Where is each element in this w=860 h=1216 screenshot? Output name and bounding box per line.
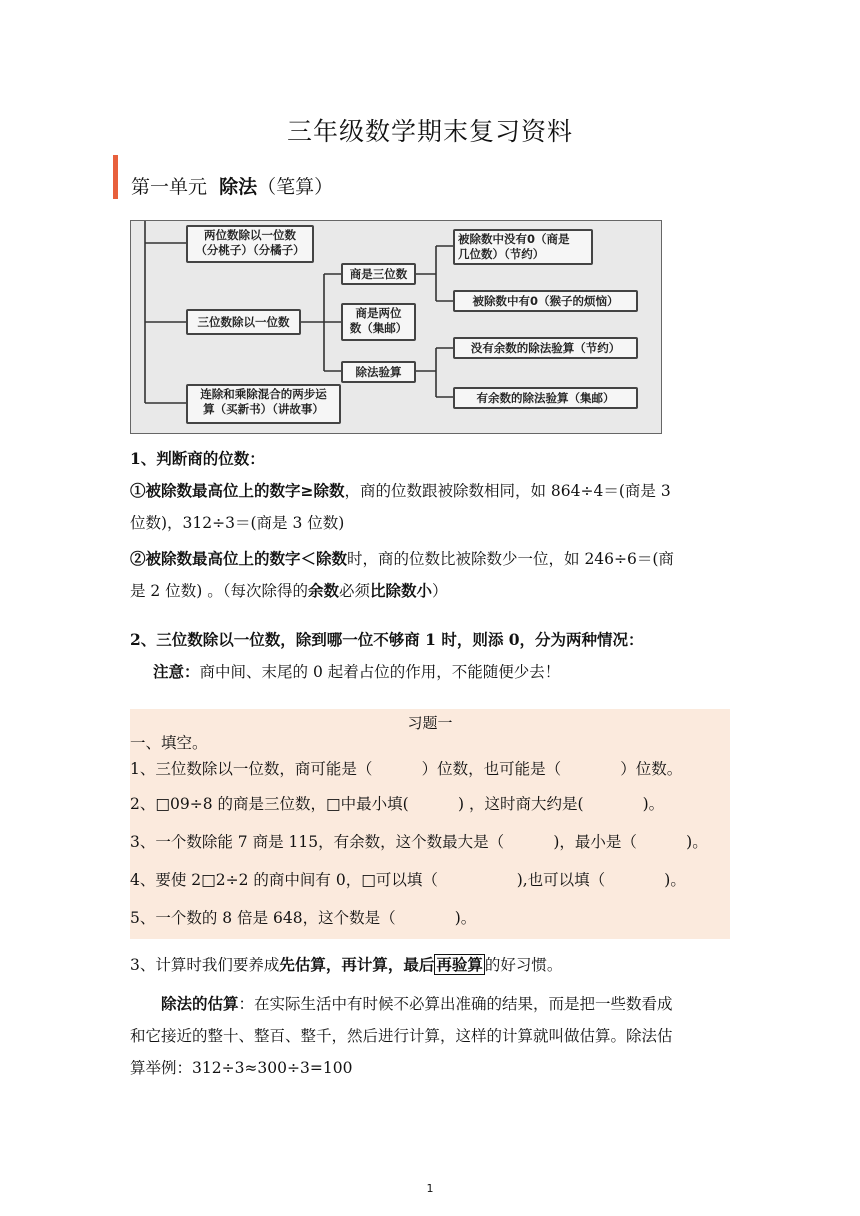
section-2-note: 注意：商中间、末尾的 0 起着占位的作用，不能随便少去！: [153, 662, 561, 681]
node-three-digit: 三位数除以一位数: [186, 309, 301, 335]
boxed-verify: 再验算: [436, 955, 483, 974]
unit-note: （笔算）: [257, 176, 334, 198]
exercise-q2: 2、□09÷8 的商是三位数，□中最小填( ) ，这时商大约是( )。: [130, 795, 665, 813]
node-quotient-two: 商是两位 数（集邮）: [341, 303, 416, 341]
exercise-box: [130, 709, 730, 939]
unit-name: 除法: [219, 176, 258, 198]
node-verify: 除法验算: [341, 361, 416, 383]
node-quotient-three: 商是三位数: [341, 263, 416, 285]
node-no-zero: 被除数中没有0（商是 几位数）（节约）: [453, 229, 593, 265]
unit-prefix: 第一单元: [131, 176, 208, 198]
exercise-q3: 3、一个数除能 7 商是 115，有余数，这个数最大是（ )，最小是（ )。: [130, 833, 708, 851]
exercise-q5: 5、一个数的 8 倍是 648，这个数是（ )。: [130, 909, 477, 927]
unit-accent-bar: [113, 155, 118, 199]
node-with-remainder: 有余数的除法验算（集邮）: [453, 387, 638, 409]
node-no-remainder: 没有余数的除法验算（节约）: [453, 337, 638, 359]
unit-heading: [131, 172, 333, 199]
page-title: 三年级数学期末复习资料: [286, 117, 573, 146]
node-mixed: 连除和乘除混合的两步运 算（买新书）（讲故事）: [186, 384, 341, 424]
section-1-heading: 1、判断商的位数：: [130, 449, 265, 468]
node-two-digit: 两位数除以一位数 （分桃子）（分橘子）: [186, 225, 314, 263]
estimation-paragraph: 除法的估算：在实际生活中有时候不必算出准确的结果，而是把一些数看成 和它接近的整十、整百、整千，然后进行计算，这样的计算就叫做估算。除法估 算举例：312÷3≈300÷3=100: [130, 994, 673, 1077]
concept-diagram: [130, 220, 662, 434]
node-has-zero: 被除数中有0（猴子的烦恼）: [453, 290, 638, 312]
rule-b: ②被除数最高位上的数字＜除数时，商的位数比被除数少一位，如 246÷6＝(商 是 2 位数) 。（每次除得的余数必须比除数小）: [130, 549, 674, 600]
exercise-q4: 4、要使 2□2÷2 的商中间有 0，□可以填（ ),也可以填（ )。: [130, 871, 686, 889]
page-number: 1: [426, 1182, 434, 1195]
exercise-q1: 1、三位数除以一位数，商可能是（ ）位数，也可能是（ ）位数。: [130, 760, 683, 778]
section-2-heading: 2、三位数除以一位数，除到哪一位不够商 1 时，则添 0，分为两种情况：: [130, 630, 644, 649]
exercise-heading: 习题一: [407, 714, 453, 732]
rule-a: ①被除数最高位上的数字≥除数，商的位数跟被除数相同，如 864÷4＝(商是 3 位数)，312÷3＝(商是 3 位数): [130, 481, 671, 532]
section-3: 3、计算时我们要养成先估算，再计算，最后 再验算 的好习惯。: [130, 955, 563, 974]
exercise-subheading: 一、填空。: [130, 734, 208, 752]
